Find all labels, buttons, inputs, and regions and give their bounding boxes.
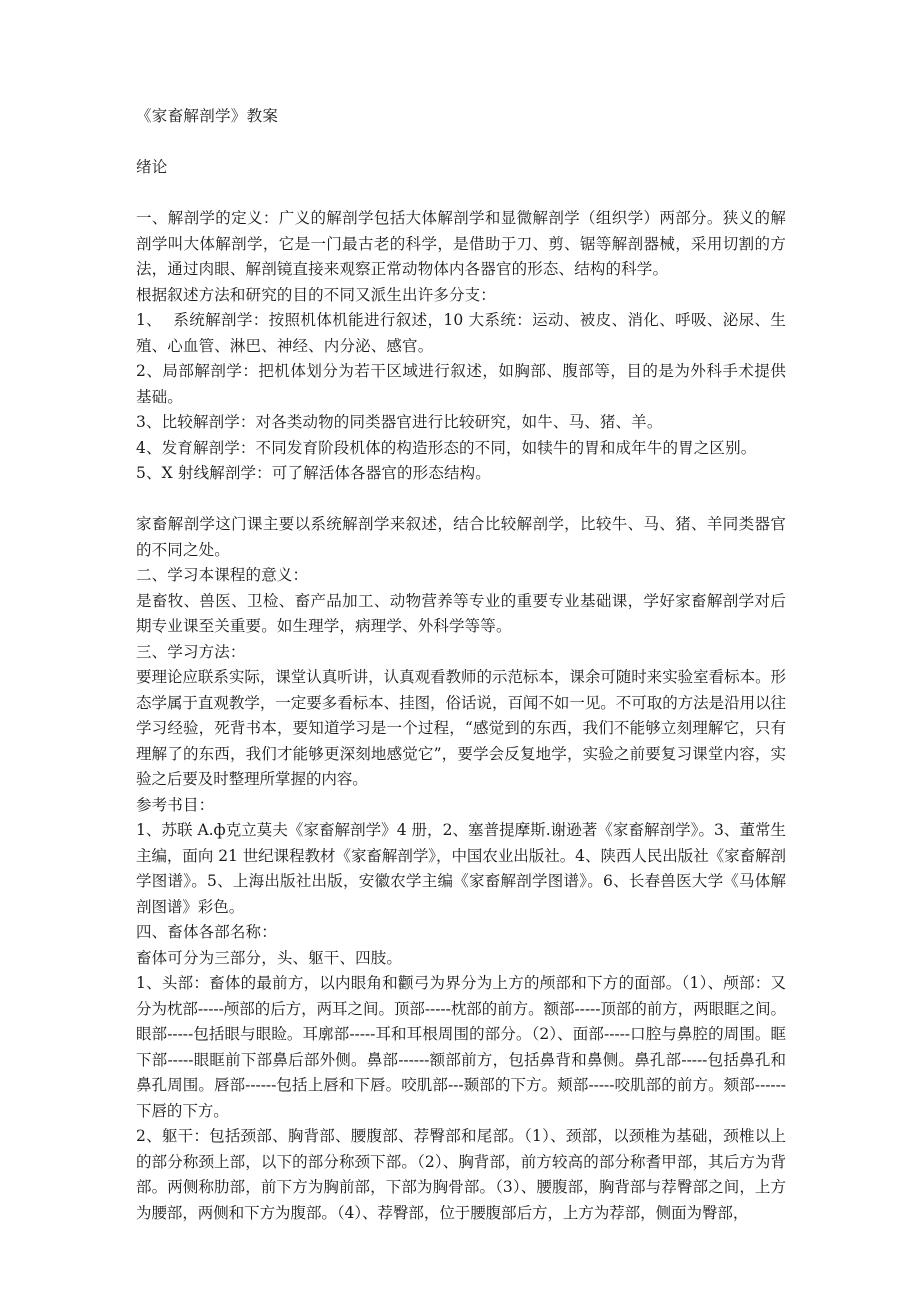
heading-references: 参考书目：	[136, 795, 215, 814]
paragraph-branches-intro: 根据叙述方法和研究的目的不同又派生出许多分支：	[136, 285, 496, 304]
paragraph-references-body: 1、苏联 A.ф克立莫夫《家畜解剖学》4 册，2、塞普提摩斯.谢逊著《家畜解剖学》。3、董常生主编，面向 21 世纪课程教材《家畜解剖学》，中国农业出版社。4、陕西人民出版社《家畜解剖学图谱》。5、上海出版社出版，安徽农学主编《家畜解剖学图谱》。6、长春兽医大学《马体解剖图谱》彩色。	[136, 821, 786, 916]
document-text-column	[136, 104, 786, 1226]
paragraph-section-three-body: 要理论应联系实际，课堂认真听讲，认真观看教师的示范标本，课余可随时来实验室看标本。形态学属于直观教学，一定要多看标本、挂图，俗话说，百闻不如一见。不可取的方法是沿用以往学习经验，死背书本，要知道学习是一个过程，“感觉到的东西，我们不能够立刻理解它，只有理解了的东西，我们才能够更深刻地感觉它”，要学会反复地学，实验之前要复习课堂内容，实验之后要及时整理所掌握的内容。	[136, 668, 786, 788]
paragraph-trunk-regions: 2、躯干：包括颈部、胸背部、腰腹部、荐臀部和尾部。（1）、颈部，以颈椎为基础，颈椎以上的部分称颈上部，以下的部分称颈下部。（2）、胸背部，前方较高的部分称耆甲部，其后方为背部。两侧称肋部，前下方为胸前部，下部为胸骨部。（3）、腰腹部，胸背部与荐臀部之间，上方为腰部，两侧和下方为腹部。（4）、荐臀部，位于腰腹部后方，上方为荐部，侧面为臀部，	[136, 1127, 786, 1222]
preface-gap-spacer	[136, 181, 786, 207]
branch-1-number: 1、	[136, 311, 162, 329]
paragraph-branch-xray: 5、X 射线解剖学：可了解活体各器官的形态结构。	[136, 464, 491, 482]
paragraph-branch-developmental: 4、发育解剖学：不同发育阶段机体的构造形态的不同，如犊牛的胃和成年牛的胃之区别。	[136, 438, 757, 457]
heading-section-two: 二、学习本课程的意义：	[136, 566, 309, 584]
paragraph-branch-systematic	[136, 308, 786, 359]
heading-section-four: 四、畜体各部名称：	[136, 923, 277, 941]
document-title	[136, 104, 786, 130]
document-title-text: 《家畜解剖学》教案	[136, 107, 279, 125]
branches-gap-spacer	[136, 487, 786, 513]
branch-1-text: 系统解剖学：按照机体机能进行叙述，10 大系统：运动、被皮、消化、呼吸、泌尿、生殖、心血管、淋巴、神经、内分泌、感官。	[136, 311, 786, 355]
paragraph-branch-comparative: 3、比较解剖学：对各类动物的同类器官进行比较研究，如牛、马、猪、羊。	[136, 413, 663, 431]
paragraph-course-scope: 家畜解剖学这门课主要以系统解剖学来叙述，结合比较解剖学，比较牛、马、猪、羊同类器官的不同之处。	[136, 515, 786, 559]
paragraph-section-four-intro: 畜体可分为三部分，头、躯干、四肢。	[136, 948, 403, 967]
paragraph-branch-regional: 2、局部解剖学：把机体划分为若干区域进行叙述，如胸部、腹部等，目的是为外科手术提供基础。	[136, 362, 786, 406]
title-gap-spacer	[136, 130, 786, 156]
section-heading-preface: 绪论	[136, 158, 168, 176]
heading-section-three: 三、学习方法：	[136, 642, 246, 661]
paragraph-anatomy-definition: 一、解剖学的定义：广义的解剖学包括大体解剖学和显微解剖学（组织学）两部分。狭义的解剖学叫大体解剖学，它是一门最古老的科学，是借助于刀、剪、锯等解剖器械，采用切割的方法，通过肉眼、解剖镜直接来观察正常动物体内各器官的形态、结构的科学。	[136, 209, 786, 278]
paragraph-head-regions: 1、头部：畜体的最前方，以内眼角和颧弓为界分为上方的颅部和下方的面部。（1）、颅部：又分为枕部-----颅部的后方，两耳之间。顶部-----枕部的前方。额部-----顶部的前方，两眼眶之间。眼部-----包括眼与眼睑。耳廓部-----耳和耳根周围的部分。（2）、面部-----口腔与鼻腔的周围。眶下部-----眼眶前下部鼻后部外侧。鼻部------额部前方，包括鼻背和鼻侧。鼻孔部-----包括鼻孔和鼻孔周围。唇部------包括上唇和下唇。咬肌部---颞部的下方。颊部-----咬肌部的前方。颏部------下唇的下方。	[136, 974, 786, 1120]
paragraph-section-two-body: 是畜牧、兽医、卫检、畜产品加工、动物营养等专业的重要专业基础课，学好家畜解剖学对后期专业课至关重要。如生理学，病理学、外科学等等。	[136, 591, 786, 635]
